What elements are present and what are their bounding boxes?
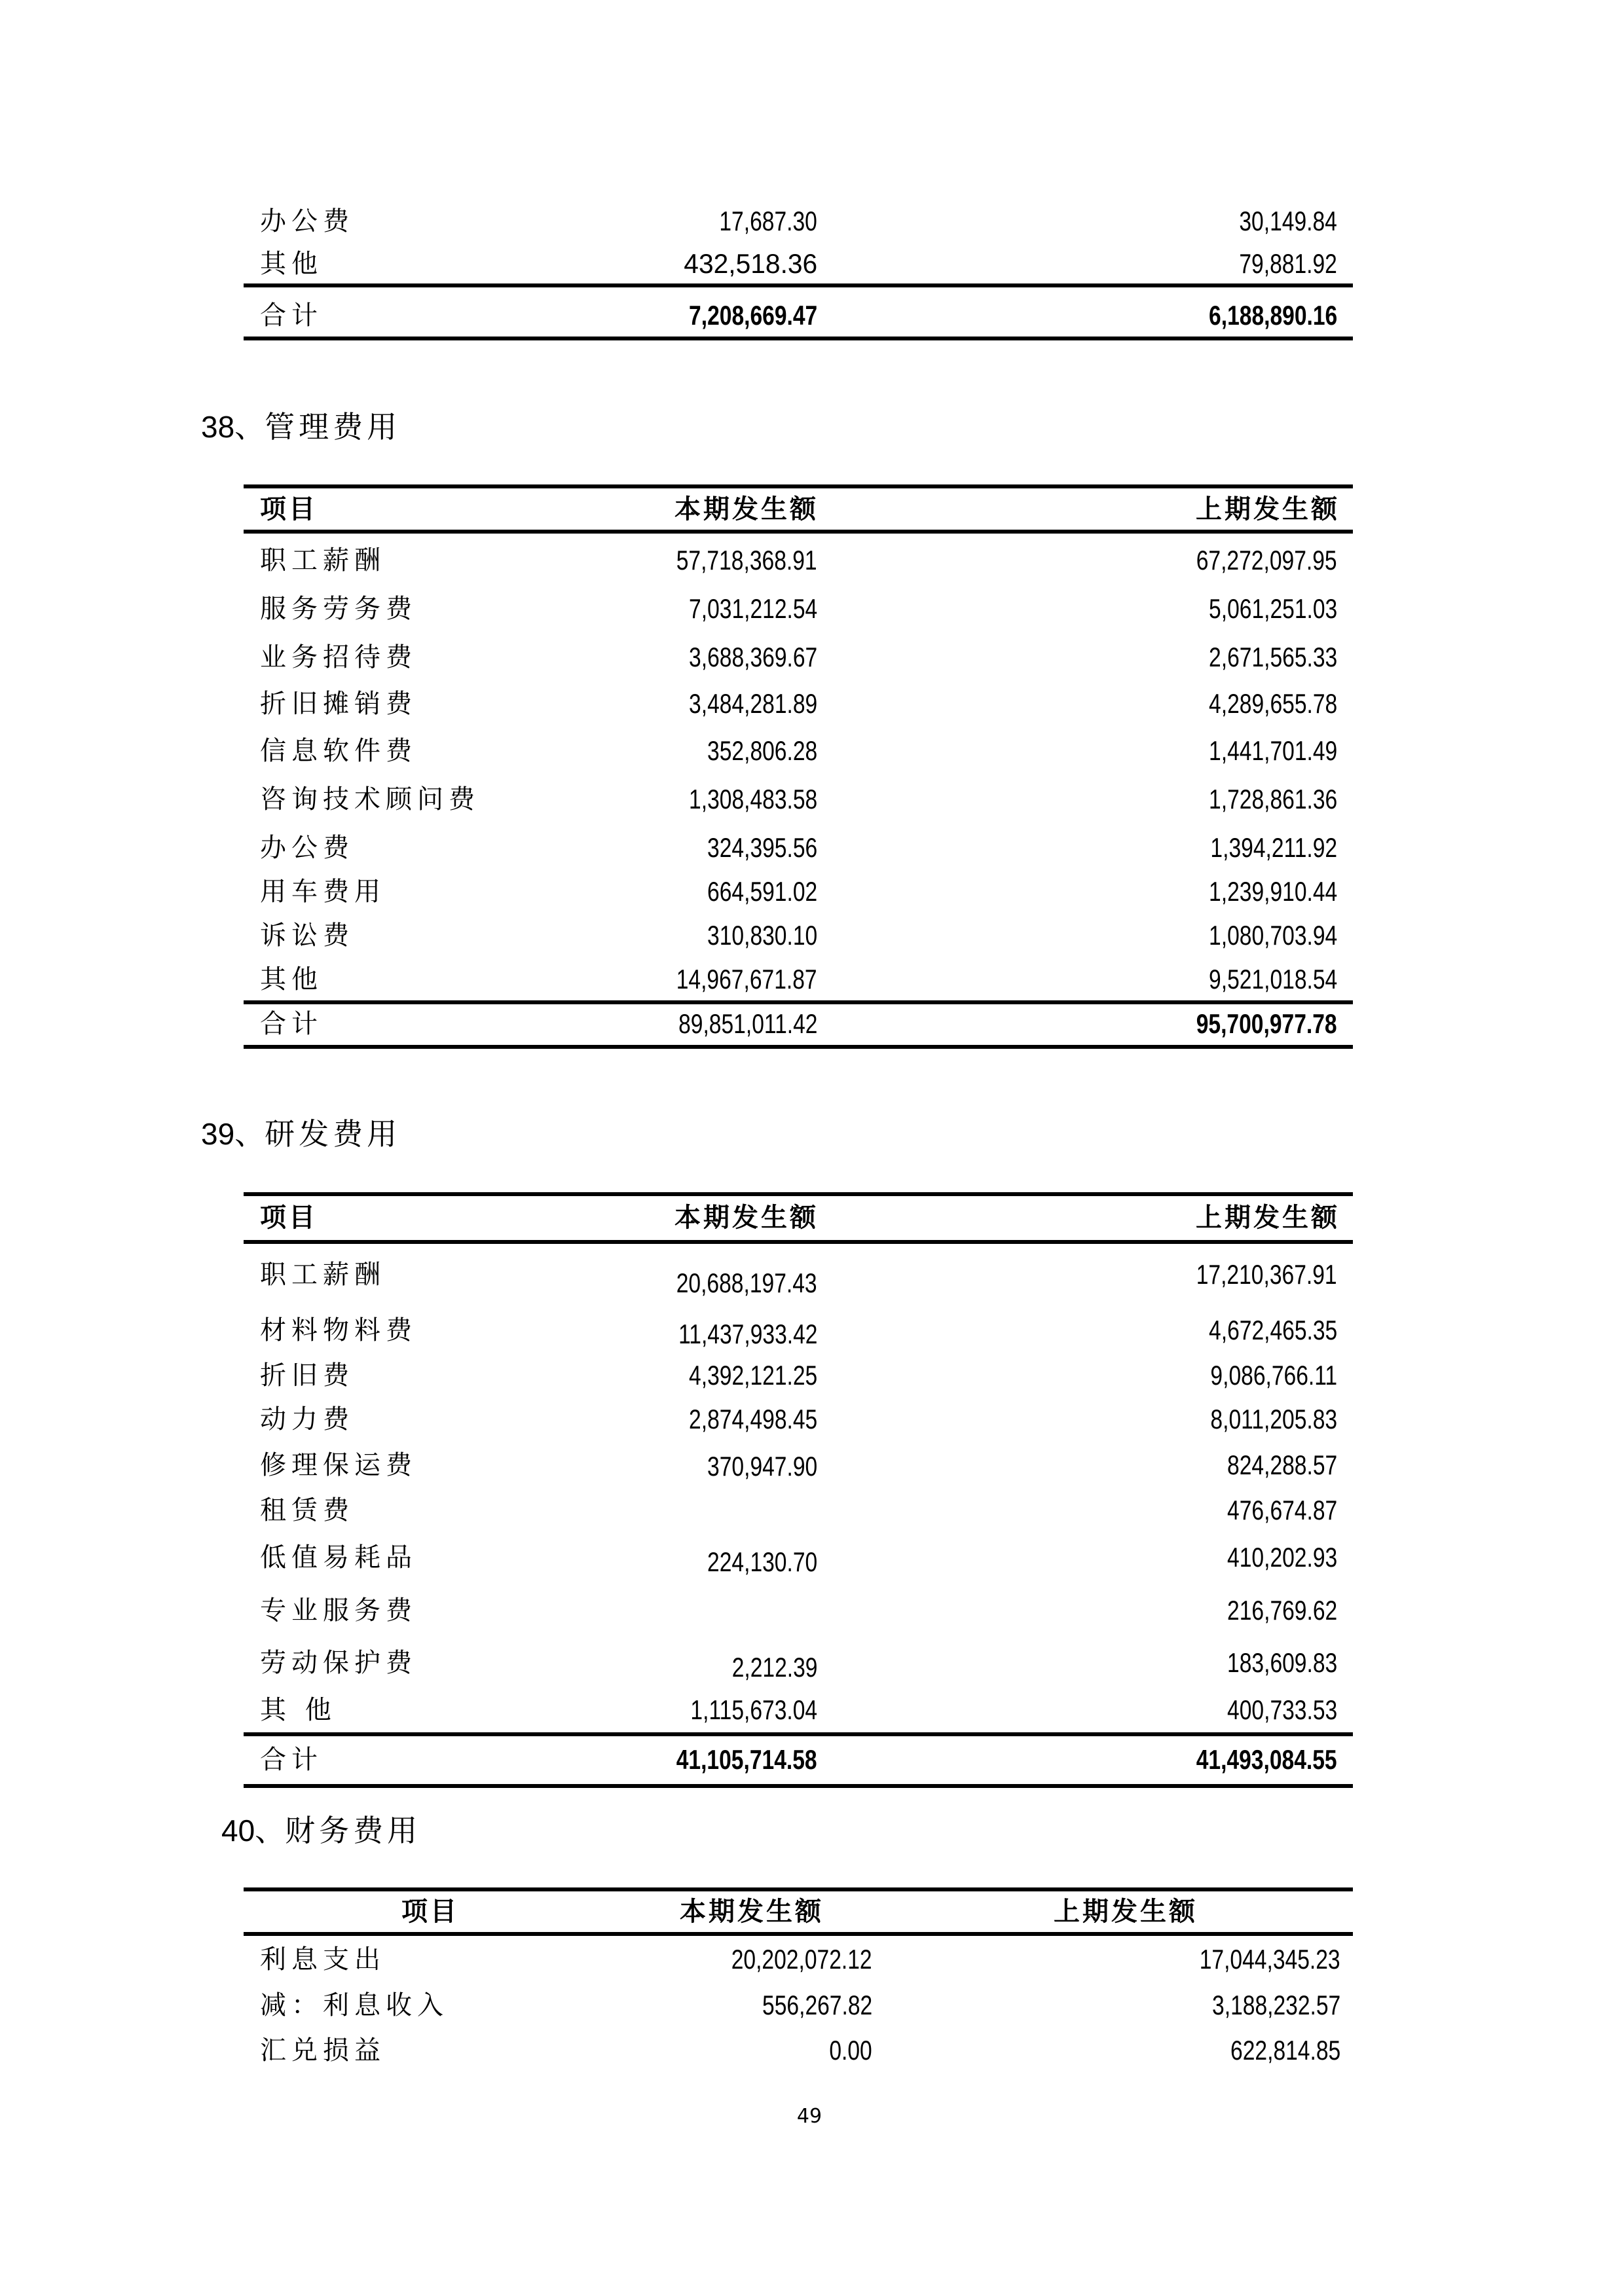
row-item-label: 其他 xyxy=(260,964,323,994)
row-current-value xyxy=(490,688,817,720)
section-title: 管理费用 xyxy=(265,409,401,445)
row-previous-value xyxy=(1010,248,1337,280)
row-item-label: 材料物料费 xyxy=(260,1315,417,1345)
row-item-label: 诉讼费 xyxy=(260,920,354,951)
row-previous-value xyxy=(1010,1694,1337,1726)
row-item-label: 低值易耗品 xyxy=(260,1542,417,1573)
previous-amount: 3,188,232.57 xyxy=(1211,1990,1340,2020)
row-current-value xyxy=(545,1944,872,1975)
row-previous-value xyxy=(1010,1542,1337,1573)
previous-amount: 9,521,018.54 xyxy=(1208,964,1337,994)
header-bottom-rule xyxy=(244,1240,1353,1244)
row-item-label: 业务招待费 xyxy=(260,642,417,672)
total-previous-value xyxy=(1010,1008,1337,1040)
previous-amount: 1,441,701.49 xyxy=(1208,735,1337,766)
row-current-value xyxy=(490,1694,817,1726)
row-current-value xyxy=(490,832,817,864)
current-amount: 3,484,281.89 xyxy=(688,688,817,719)
row-previous-value xyxy=(1010,1360,1337,1391)
row-item-label: 汇兑损益 xyxy=(260,2035,386,2066)
row-item-label: 劳动保护费 xyxy=(260,1648,417,1678)
header-bottom-rule xyxy=(244,530,1353,534)
previous-amount: 17,044,345.23 xyxy=(1200,1944,1340,1975)
row-previous-value xyxy=(1010,920,1337,951)
previous-amount: 400,733.53 xyxy=(1227,1694,1337,1725)
previous-amount: 9,086,766.11 xyxy=(1210,1360,1337,1391)
current-amount: 1,308,483.58 xyxy=(688,784,817,814)
current-amount: 352,806.28 xyxy=(707,735,817,766)
current-amount: 370,947.90 xyxy=(707,1451,817,1482)
current-amount: 310,830.10 xyxy=(707,920,817,951)
row-item-label: 其他 xyxy=(260,249,323,279)
row-current-value xyxy=(490,642,817,673)
current-amount: 7,031,212.54 xyxy=(688,593,817,624)
current-amount: 1,115,673.04 xyxy=(690,1694,817,1725)
row-current-value xyxy=(490,964,817,995)
current-amount: 2,874,498.45 xyxy=(688,1404,817,1434)
row-previous-value xyxy=(1010,832,1337,864)
current-amount: 57,718,368.91 xyxy=(676,545,817,575)
current-amount: 20,688,197.43 xyxy=(676,1267,817,1298)
row-previous-value xyxy=(1010,545,1337,576)
row-previous-value xyxy=(1010,1404,1337,1435)
row-current-value xyxy=(490,593,817,625)
total-separator-rule xyxy=(244,283,1353,287)
row-previous-value xyxy=(1010,1259,1337,1290)
row-current-value xyxy=(490,784,817,815)
row-previous-value xyxy=(1010,1449,1337,1481)
total-current-value xyxy=(490,1008,817,1040)
section-title: 财务费用 xyxy=(285,1813,422,1848)
row-previous-value xyxy=(1010,206,1337,237)
row-current-value xyxy=(490,920,817,951)
header-item: 项目 xyxy=(260,1203,318,1233)
current-amount: 224,130.70 xyxy=(707,1546,817,1577)
row-previous-value xyxy=(1010,1495,1337,1526)
previous-amount: 410,202.93 xyxy=(1227,1542,1337,1573)
previous-amount: 4,289,655.78 xyxy=(1208,688,1337,719)
current-amount: 3,688,369.67 xyxy=(688,642,817,672)
previous-amount: 79,881.92 xyxy=(1239,248,1337,279)
row-current-value xyxy=(490,1546,817,1578)
row-current-value xyxy=(490,1495,817,1526)
previous-amount: 622,814.85 xyxy=(1230,2035,1340,2066)
row-previous-value xyxy=(1010,688,1337,720)
header-previous: 上期发生额 xyxy=(1054,1897,1198,1927)
row-previous-value xyxy=(1010,593,1337,625)
previous-total: 41,493,084.55 xyxy=(1196,1744,1337,1775)
row-item-label: 折旧费 xyxy=(260,1360,354,1391)
row-current-value xyxy=(490,1652,817,1683)
row-previous-value xyxy=(1010,1647,1337,1679)
header-current: 本期发生额 xyxy=(680,1897,824,1927)
current-total: 89,851,011.42 xyxy=(678,1008,817,1039)
previous-amount: 216,769.62 xyxy=(1227,1595,1337,1626)
total-current-value xyxy=(490,1744,817,1776)
row-previous-value xyxy=(1010,642,1337,673)
table-top-rule xyxy=(244,484,1353,488)
row-item-label: 信息软件费 xyxy=(260,736,417,766)
previous-amount: 17,210,367.91 xyxy=(1196,1259,1337,1290)
row-item-label: 专业服务费 xyxy=(260,1595,417,1626)
previous-amount: 67,272,097.95 xyxy=(1196,545,1337,575)
row-current-value xyxy=(490,545,817,576)
previous-amount: 1,080,703.94 xyxy=(1208,920,1337,951)
previous-amount: 5,061,251.03 xyxy=(1208,593,1337,624)
table-top-rule xyxy=(244,1887,1353,1891)
row-current-value xyxy=(490,1404,817,1435)
row-previous-value xyxy=(1010,1595,1337,1626)
row-item-label: 减：利息收入 xyxy=(260,1990,449,2020)
table-bottom-rule xyxy=(244,337,1353,340)
current-amount: 17,687.30 xyxy=(719,206,817,236)
row-item-label: 修理保运费 xyxy=(260,1450,417,1480)
row-current-value xyxy=(490,1267,817,1299)
row-current-value xyxy=(490,735,817,767)
row-item-label: 办公费 xyxy=(260,206,354,236)
current-amount: 20,202,072.12 xyxy=(731,1944,872,1975)
row-item-label: 服务劳务费 xyxy=(260,594,417,624)
row-item-label: 动力费 xyxy=(260,1404,354,1434)
current-total: 7,208,669.47 xyxy=(688,300,817,331)
row-current-value xyxy=(490,876,817,907)
row-current-value xyxy=(490,1360,817,1391)
previous-amount: 1,728,861.36 xyxy=(1208,784,1337,814)
row-previous-value xyxy=(1010,784,1337,815)
section-heading xyxy=(201,1116,401,1152)
page-number: 49 xyxy=(796,2105,822,2128)
row-previous-value xyxy=(1013,1990,1340,2021)
row-item-label: 职工薪酬 xyxy=(260,1260,386,1290)
previous-total: 6,188,890.16 xyxy=(1208,300,1337,331)
row-previous-value xyxy=(1010,735,1337,767)
header-item: 项目 xyxy=(401,1897,459,1927)
current-amount: 4,392,121.25 xyxy=(688,1360,817,1391)
row-item-label: 其 他 xyxy=(260,1695,337,1725)
current-total: 41,105,714.58 xyxy=(676,1744,817,1775)
current-amount: 324,395.56 xyxy=(707,832,817,863)
previous-amount: 183,609.83 xyxy=(1227,1647,1337,1678)
total-label: 合计 xyxy=(260,1745,323,1775)
header-item: 项目 xyxy=(260,494,318,524)
previous-amount: 30,149.84 xyxy=(1239,206,1337,236)
row-item-label: 租赁费 xyxy=(260,1495,354,1525)
current-amount: 664,591.02 xyxy=(707,876,817,907)
row-previous-value xyxy=(1010,964,1337,995)
row-current-value xyxy=(490,1319,817,1350)
row-previous-value xyxy=(1010,1315,1337,1346)
total-label: 合计 xyxy=(260,1009,323,1039)
section-number: 40、 xyxy=(221,1813,286,1848)
total-current-value xyxy=(490,300,817,331)
row-previous-value xyxy=(1013,1944,1340,1975)
previous-amount: 824,288.57 xyxy=(1227,1449,1337,1480)
current-amount: 14,967,671.87 xyxy=(676,964,817,994)
total-label: 合计 xyxy=(260,301,323,331)
previous-amount: 1,239,910.44 xyxy=(1208,876,1337,907)
current-amount: 556,267.82 xyxy=(762,1990,872,2020)
row-current-value xyxy=(490,1451,817,1482)
section-number: 39、 xyxy=(201,1117,265,1151)
total-previous-value xyxy=(1010,300,1337,331)
header-current: 本期发生额 xyxy=(674,1203,819,1233)
section-number: 38、 xyxy=(201,410,265,444)
section-heading xyxy=(201,409,401,445)
previous-amount: 1,394,211.92 xyxy=(1210,832,1337,863)
row-item-label: 职工薪酬 xyxy=(260,545,386,575)
header-bottom-rule xyxy=(244,1932,1353,1936)
table-bottom-rule xyxy=(244,1784,1353,1788)
row-current-value xyxy=(490,206,817,237)
table-top-rule xyxy=(244,1192,1353,1196)
header-current: 本期发生额 xyxy=(674,494,819,524)
row-item-label: 利息支出 xyxy=(260,1944,386,1975)
row-item-label: 折旧摊销费 xyxy=(260,689,417,719)
row-current-value xyxy=(545,1990,872,2021)
row-item-label: 用车费用 xyxy=(260,877,386,907)
current-amount: 0.00 xyxy=(829,2035,872,2066)
total-separator-rule xyxy=(244,1000,1353,1004)
row-current-value xyxy=(545,2035,872,2066)
total-separator-rule xyxy=(244,1732,1353,1736)
total-previous-value xyxy=(1010,1744,1337,1776)
header-previous: 上期发生额 xyxy=(1196,1203,1340,1233)
table-bottom-rule xyxy=(244,1045,1353,1049)
previous-amount: 4,672,465.35 xyxy=(1208,1315,1337,1345)
row-current-value xyxy=(490,248,817,280)
current-amount: 432,518.36 xyxy=(684,248,817,279)
previous-amount: 2,671,565.33 xyxy=(1208,642,1337,672)
row-current-value xyxy=(490,1595,817,1626)
current-amount: 11,437,933.42 xyxy=(678,1319,817,1349)
current-amount: 2,212.39 xyxy=(731,1652,817,1683)
row-item-label: 办公费 xyxy=(260,833,354,863)
section-title: 研发费用 xyxy=(265,1116,401,1152)
row-item-label: 咨询技术顾问费 xyxy=(260,784,480,814)
previous-amount: 476,674.87 xyxy=(1227,1495,1337,1525)
previous-amount: 8,011,205.83 xyxy=(1210,1404,1337,1434)
row-previous-value xyxy=(1013,2035,1340,2066)
previous-total: 95,700,977.78 xyxy=(1196,1008,1337,1039)
row-previous-value xyxy=(1010,876,1337,907)
header-previous: 上期发生额 xyxy=(1196,494,1340,524)
section-heading xyxy=(221,1812,421,1849)
